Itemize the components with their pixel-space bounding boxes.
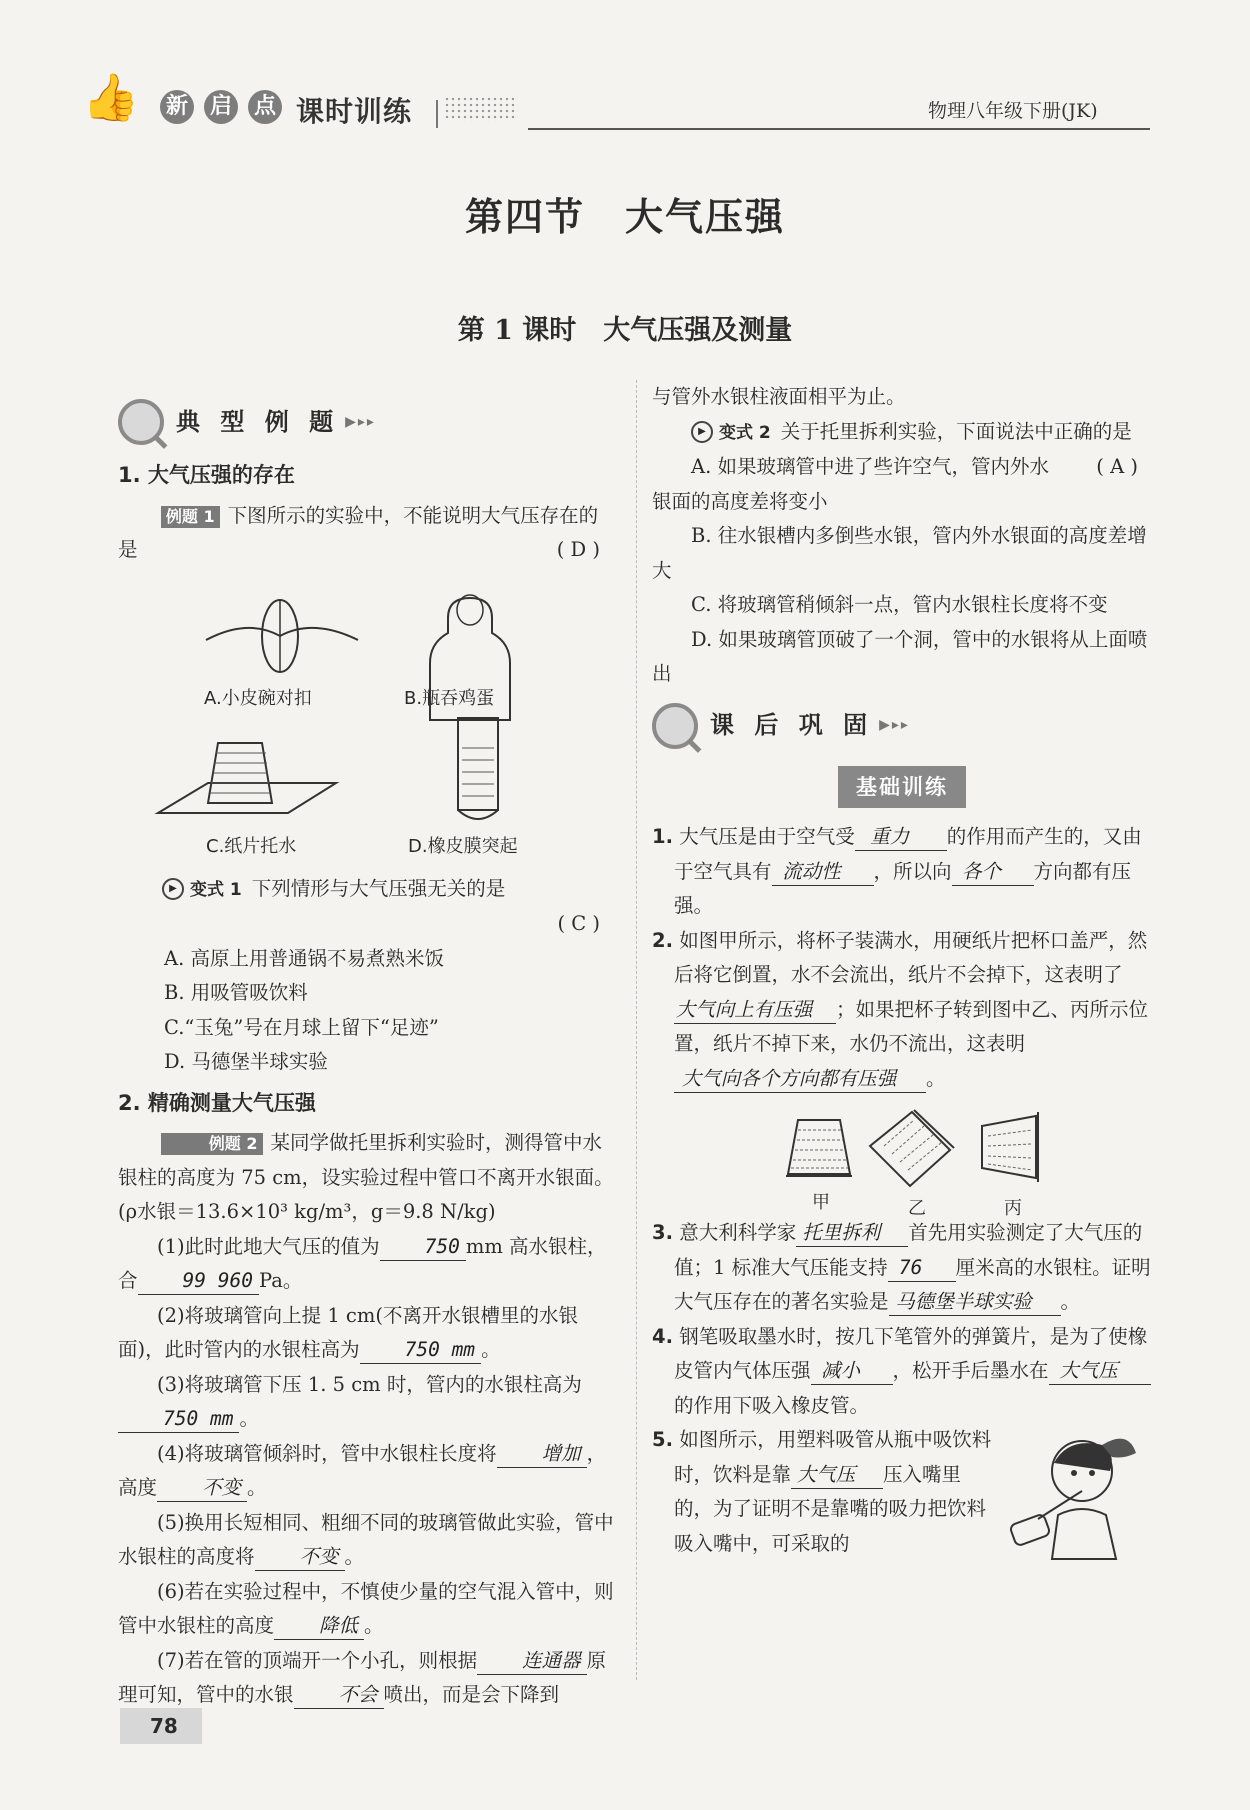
thumbs-up-icon: 👍 xyxy=(82,70,140,124)
continued-text: 与管外水银柱液面相平为止。 xyxy=(652,385,906,408)
variant-2-option-a: A. 如果玻璃管中进了些许空气，管内外水银面的高度差将变小 xyxy=(652,455,1049,513)
training-banner: 基础训练 xyxy=(652,766,1152,809)
book-title: 物理八年级下册(JK) xyxy=(928,100,1098,122)
brand-text: 课时训练 xyxy=(296,95,413,128)
cup-label-bing: 丙 xyxy=(1004,1198,1022,1219)
answer-blank[interactable]: 大气压 xyxy=(1049,1358,1151,1385)
lesson-title: 第 1 课时 大气压强及测量 xyxy=(457,315,793,346)
answer-blank[interactable]: 大气向上有压强 xyxy=(674,997,836,1024)
page-number: 78 xyxy=(120,1708,202,1744)
figure-label-b: B.瓶吞鸡蛋 xyxy=(404,687,495,709)
question-6: (6)若在实验过程中，不慎使少量的空气混入管中，则管中水银柱的高度 降低 。 xyxy=(118,1575,614,1644)
brand-char-2: 启 xyxy=(204,90,238,124)
example-2: 例题 2 某同学做托里拆利实验时，测得管中水银柱的高度为 75 cm，设实验过程中管口不离开水银面。(ρ水银＝13.6×10³ kg/m³，g＝9.8 N/kg) xyxy=(118,1131,614,1223)
variant-1-option-d: D. 马德堡半球实验 xyxy=(164,1050,328,1073)
brand-char-3: 点 xyxy=(248,90,282,124)
answer-blank[interactable]: 大气压 xyxy=(791,1462,883,1489)
variant-2-option-c: C. 将玻璃管稍倾斜一点，管内水银柱长度将不变 xyxy=(691,593,1108,616)
answer-blank[interactable]: 重力 xyxy=(855,824,947,851)
problem-3: 3. 意大利科学家 托里拆利 首先用实验测定了大气压的值；1 标准大气压能支持 76 厘米高的水银柱。证明大气压存在的著名实验是 马德堡半球实验 。 xyxy=(652,1216,1152,1320)
header-rule xyxy=(528,128,1150,130)
variant-1-option-c: C.“玉兔”号在月球上留下“足迹” xyxy=(164,1015,439,1039)
answer-blank[interactable]: 750 mm xyxy=(118,1406,239,1433)
answer-blank[interactable]: 不变 xyxy=(157,1475,247,1502)
figure-label-a: A.小皮碗对扣 xyxy=(204,687,312,709)
cup-figures xyxy=(652,1096,1152,1219)
question-2: (2)将玻璃管向上提 1 cm(不离开水银槽里的水银面)，此时管内的水银柱高为 750 mm 。 xyxy=(118,1299,614,1368)
answer-blank[interactable]: 76 xyxy=(888,1255,956,1282)
problem-4: 4. 钢笔吸取墨水时，按几下笔管外的弹簧片，是为了使橡皮管内气体压强 减小 ，松开手后墨水在 大气压的作用下吸入橡皮管。 xyxy=(652,1320,1152,1424)
question-1: (1)此时此地大气压的值为 750 mm 高水银柱，合 99 960 Pa。 xyxy=(118,1230,614,1299)
answer-blank[interactable]: 大气向各个方向都有压强 xyxy=(674,1066,926,1093)
answer-blank[interactable]: 连通器 xyxy=(477,1648,587,1675)
cup-label-yi: 乙 xyxy=(908,1198,926,1219)
right-column xyxy=(652,380,1152,1561)
question-5: (5)换用长短相同、粗细不同的玻璃管做此实验，管中水银柱的高度将 不变 。 xyxy=(118,1506,614,1575)
variant-2-option-d: D. 如果玻璃管顶破了一个洞，管中的水银将从上面喷出 xyxy=(652,627,1148,685)
answer-blank[interactable]: 各个 xyxy=(952,859,1034,886)
experiment-drawings xyxy=(118,578,614,868)
subheading-measure: 2. 精确测量大气压强 xyxy=(118,1090,316,1115)
question-7: (7)若在管的顶端开一个小孔，则根据 连通器 原理可知，管中的水银 不会 喷出，而是会下降到 xyxy=(118,1644,614,1713)
variant-2-option-b: B. 往水银槽内多倒些水银，管内外水银面的高度差增大 xyxy=(652,524,1147,582)
brand-char-1: 新 xyxy=(160,90,194,124)
magnifier-icon xyxy=(118,399,164,445)
play-icon: ▶ xyxy=(162,878,184,900)
header-logo xyxy=(82,70,422,140)
subheading-existence: 1. 大气压强的存在 xyxy=(118,463,295,487)
variant-2: ▶ 变式 2 关于托里拆利实验，下面说法中正确的是 ( A ) xyxy=(652,415,1152,451)
question-3: (3)将玻璃管下压 1. 5 cm 时，管内的水银柱高为750 mm 。 xyxy=(118,1368,614,1437)
example-1: 例题 1 下图所示的实验中，不能说明大气压存在的是 ( D ) xyxy=(118,503,600,561)
arrows-icon: ▶▸▸ xyxy=(879,717,910,734)
answer-blank[interactable]: 托里拆利 xyxy=(796,1220,908,1247)
left-column xyxy=(118,388,614,1713)
variant-1-option-a: A. 高原上用普通锅不易煮熟米饭 xyxy=(164,946,444,970)
arrows-icon: ▶▸▸ xyxy=(345,413,376,430)
answer-blank[interactable]: 99 960 xyxy=(138,1268,259,1295)
experiment-figures xyxy=(118,578,614,868)
magnifier-icon xyxy=(652,703,698,749)
girl-drinking-illustration xyxy=(998,1419,1148,1569)
answer-blank[interactable]: 增加 xyxy=(497,1441,587,1468)
problem-1: 1. 大气压是由于空气受 重力 的作用而产生的，又由于空气具有 流动性 ，所以向 各个 方向都有压强。 xyxy=(652,825,1142,917)
play-icon: ▶ xyxy=(691,421,713,443)
figure-label-c: C.纸片托水 xyxy=(206,835,297,857)
cup-drawings xyxy=(652,1096,1152,1216)
answer-blank[interactable]: 降低 xyxy=(274,1613,364,1640)
header-dots xyxy=(444,96,518,122)
answer-blank[interactable]: 马德堡半球实验 xyxy=(889,1289,1061,1316)
figure-label-d: D.橡皮膜突起 xyxy=(408,835,518,857)
section-header-review: 课 后 巩 固 ▶▸▸ xyxy=(652,698,1152,754)
problem-5: 5. 如图所示，用塑料吸管从瓶中吸饮料时，饮料是靠 大气压 压入嘴里的，为了证明不是靠嘴的吸力把饮料吸入嘴中，可采取的 xyxy=(652,1428,992,1555)
variant-1-option-b: B. 用吸管吸饮料 xyxy=(164,981,308,1004)
answer-blank[interactable]: 不会 xyxy=(294,1682,384,1709)
page-title: 第四节 大气压强 xyxy=(464,194,785,239)
answer-blank[interactable]: 750 mm xyxy=(360,1337,481,1364)
variant-1-answer: ( C ) xyxy=(557,912,600,935)
problem-2: 2. 如图甲所示，将杯子装满水，用硬纸片把杯口盖严，然后将它倒置，水不会流出，纸片不会掉下，这表明了大气向上有压强 ；如果把杯子转到图中乙、丙所示位置，纸片不掉下来，水仍不流出，这表明大气向各个方向都有压强 。 xyxy=(652,924,1152,1097)
answer-blank[interactable]: 流动性 xyxy=(772,859,874,886)
answer-blank[interactable]: 不变 xyxy=(255,1544,345,1571)
answer-blank[interactable]: 减小 xyxy=(811,1358,893,1385)
section-header-examples: 典 型 例 题 ▶▸▸ xyxy=(118,394,614,450)
problem-5-wrapper xyxy=(652,1423,1152,1561)
variant-1: ▶ 变式 1 下列情形与大气压强无关的是 xyxy=(118,872,614,908)
cup-label-jia: 甲 xyxy=(812,1192,830,1213)
question-4: (4)将玻璃管倾斜时，管中水银柱长度将 增加 ，高度 不变 。 xyxy=(118,1437,614,1506)
answer-blank[interactable]: 750 xyxy=(380,1234,466,1261)
column-divider xyxy=(636,380,637,1680)
